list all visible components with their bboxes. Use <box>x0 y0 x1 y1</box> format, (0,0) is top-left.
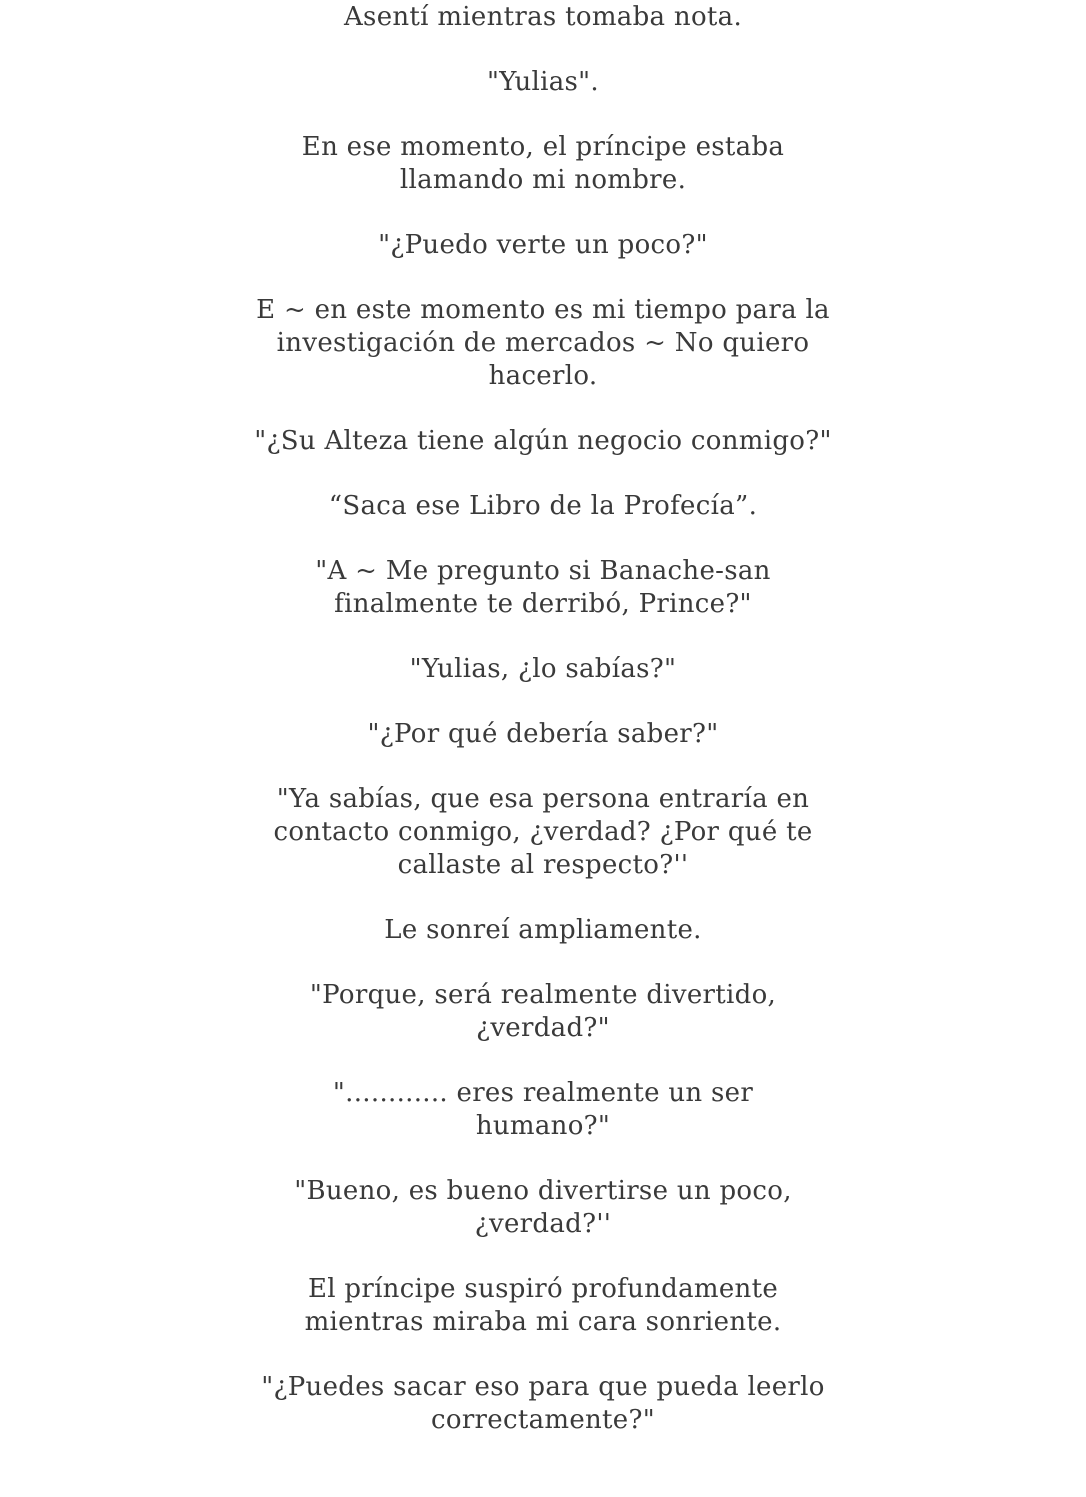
paragraph-8 <box>223 555 863 621</box>
paragraph-15 <box>223 1175 863 1241</box>
paragraph-6 <box>223 425 863 458</box>
text-line: El príncipe suspiró profundamente <box>307 1274 779 1304</box>
text-line: humano?" <box>475 1111 611 1141</box>
text-line: "¿Puedo verte un poco?" <box>378 230 708 260</box>
text-line: investigación de mercados ~ No quiero <box>276 328 810 358</box>
paragraph-16 <box>223 1273 863 1339</box>
paragraph-12 <box>223 914 863 947</box>
paragraph-9 <box>223 653 863 686</box>
text-line: "Bueno, es bueno divertirse un poco, <box>294 1176 792 1206</box>
paragraph-1 <box>223 1 863 34</box>
text-line: Le sonreí ampliamente. <box>384 915 702 945</box>
text-line: "............ eres realmente un ser <box>332 1078 754 1108</box>
text-line: "A ~ Me pregunto si Banache-san <box>315 556 771 586</box>
text-line: ¿verdad?" <box>476 1013 610 1043</box>
text-line: Asentí mientras tomaba nota. <box>343 2 743 32</box>
paragraph-11 <box>223 783 863 882</box>
text-line: "¿Su Alteza tiene algún negocio conmigo?" <box>254 426 832 456</box>
paragraph-5 <box>223 294 863 393</box>
text-line: E ~ en este momento es mi tiempo para la <box>256 295 830 325</box>
paragraph-7 <box>223 490 863 523</box>
text-line: finalmente te derribó, Prince?" <box>334 589 752 619</box>
text-line: mientras miraba mi cara sonriente. <box>304 1307 782 1337</box>
paragraph-17 <box>223 1371 863 1437</box>
paragraph-10 <box>223 718 863 751</box>
paragraph-4 <box>223 229 863 262</box>
text-line: "Yulias, ¿lo sabías?" <box>409 654 677 684</box>
text-line: contacto conmigo, ¿verdad? ¿Por qué te <box>273 817 813 847</box>
paragraph-14 <box>223 1077 863 1143</box>
text-line: ¿verdad?'' <box>474 1209 612 1239</box>
text-line: "Yulias". <box>486 67 599 97</box>
text-line: callaste al respecto?'' <box>397 850 689 880</box>
text-line: hacerlo. <box>488 361 598 391</box>
text-line: "Ya sabías, que esa persona entraría en <box>276 784 810 814</box>
text-line: llamando mi nombre. <box>399 165 687 195</box>
paragraph-2 <box>223 66 863 99</box>
text-line: correctamente?" <box>431 1405 655 1435</box>
text-line: "¿Por qué debería saber?" <box>367 719 719 749</box>
text-line: "Porque, será realmente divertido, <box>309 980 777 1010</box>
text-line: En ese momento, el príncipe estaba <box>301 132 785 162</box>
text-line: “Saca ese Libro de la Profecía”. <box>328 491 758 521</box>
paragraph-13 <box>223 979 863 1045</box>
text-line: "¿Puedes sacar eso para que pueda leerlo <box>261 1372 825 1402</box>
paragraph-3 <box>223 131 863 197</box>
